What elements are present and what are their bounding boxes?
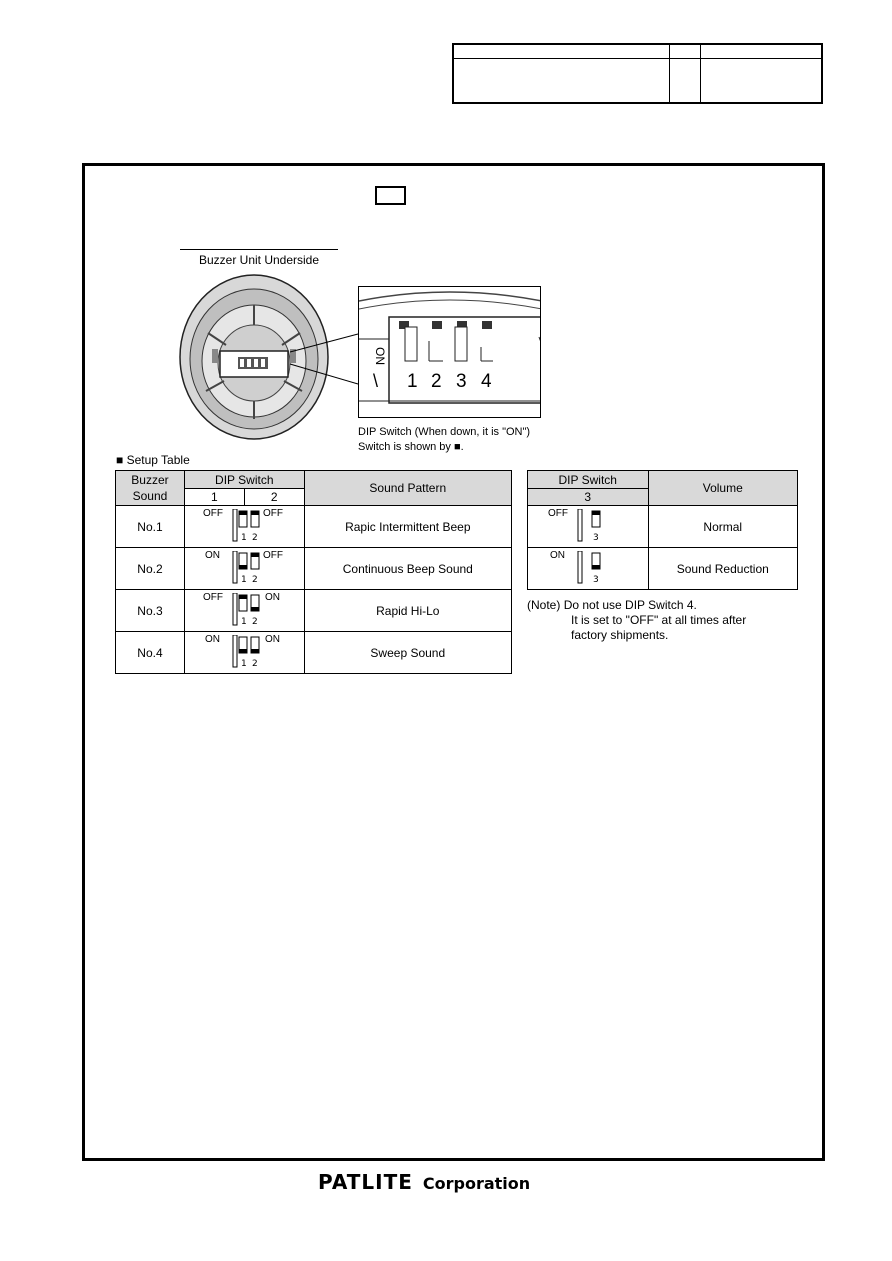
figure-title: Buzzer Unit Underside [198, 253, 320, 267]
switch-diagram-cell [184, 590, 304, 632]
header-sw2: 2 [244, 489, 304, 506]
table-row [116, 548, 512, 590]
table-row [116, 590, 512, 632]
header-dip-switch: DIP Switch [528, 471, 649, 489]
zoom-number-3: 3 [456, 371, 467, 392]
header-sw3: 3 [528, 489, 649, 506]
svg-text:1: 1 [240, 533, 247, 543]
switch2-state: ON [264, 592, 280, 603]
row-volume: Sound Reduction [648, 548, 797, 590]
row-no: No.3 [116, 590, 185, 632]
switch1-state: OFF [202, 508, 223, 519]
header-volume: Volume [648, 471, 797, 506]
svg-text:2: 2 [251, 659, 258, 669]
note-prefix: (Note) [527, 598, 561, 612]
row-pattern: Sweep Sound [304, 632, 511, 674]
header-dip-switch: DIP Switch [184, 471, 304, 489]
header-sw1: 1 [184, 489, 244, 506]
dip-switch-zoom: ON \ 1 2 3 4 [358, 286, 541, 418]
svg-text:3: 3 [593, 533, 599, 543]
switch1-state: OFF [202, 592, 223, 603]
switch-diagram-cell [184, 506, 304, 548]
row-volume: Normal [648, 506, 797, 548]
svg-text:3: 3 [593, 575, 599, 585]
setup-table-label: ■ Setup Table [116, 453, 190, 467]
switch2-state: ON [264, 634, 280, 645]
dip-caption [358, 425, 530, 455]
switch1-state: ON [204, 634, 220, 645]
row-pattern: Rapid Hi-Lo [304, 590, 511, 632]
dip-switch-icon [229, 551, 269, 587]
table-row [116, 506, 512, 548]
svg-text:1: 1 [240, 575, 247, 585]
row-no: No.2 [116, 548, 185, 590]
switch-diagram-cell [184, 632, 304, 674]
zoom-number-4: 4 [481, 371, 492, 392]
switch1-state: ON [204, 550, 220, 561]
note-block [527, 598, 746, 643]
switch2-state: OFF [262, 550, 283, 561]
company-suffix: Corporation [422, 1174, 531, 1193]
zoom-number-2: 2 [431, 371, 442, 392]
dip-switch-icon [229, 509, 269, 545]
dip-caption-line2: Switch is shown by ■. [358, 441, 464, 453]
company-footer [318, 1170, 530, 1194]
row-no: No.1 [116, 506, 185, 548]
dip-caption-line1: DIP Switch (When down, it is "ON") [358, 426, 531, 438]
row-no: No.4 [116, 632, 185, 674]
dip-switch-icon [229, 635, 269, 671]
svg-text:1: 1 [240, 617, 247, 627]
header-sound-pattern: Sound Pattern [304, 471, 511, 506]
switch3-state: ON [550, 550, 565, 561]
switch2-state: OFF [262, 508, 283, 519]
table-row [528, 548, 798, 590]
svg-text:2: 2 [251, 533, 258, 543]
switch3-state: OFF [548, 508, 568, 519]
sound-pattern-table [115, 470, 512, 674]
dip-switch-icon [574, 509, 610, 545]
table-row [116, 632, 512, 674]
zoom-number-1: 1 [407, 371, 418, 392]
switch-diagram-cell [184, 548, 304, 590]
svg-text:2: 2 [251, 617, 258, 627]
row-pattern: Rapic Intermittent Beep [304, 506, 511, 548]
note-line1: Do not use DIP Switch 4. [563, 598, 697, 612]
switch-diagram-cell [528, 506, 649, 548]
dip-switch-icon [574, 551, 610, 587]
row-pattern: Continuous Beep Sound [304, 548, 511, 590]
table-row [528, 506, 798, 548]
zoom-on-label: ON [373, 347, 387, 365]
note-line2: It is set to "OFF" at all times after [571, 613, 747, 627]
svg-text:1: 1 [240, 659, 247, 669]
volume-table [527, 470, 798, 590]
svg-text:2: 2 [251, 575, 258, 585]
dip-switch-icon [229, 593, 269, 629]
header-buzzer-sound: Buzzer Sound [116, 471, 185, 506]
company-logo-text: PATLITE [318, 1170, 413, 1194]
switch-diagram-cell [528, 548, 649, 590]
note-line3: factory shipments. [571, 628, 669, 642]
